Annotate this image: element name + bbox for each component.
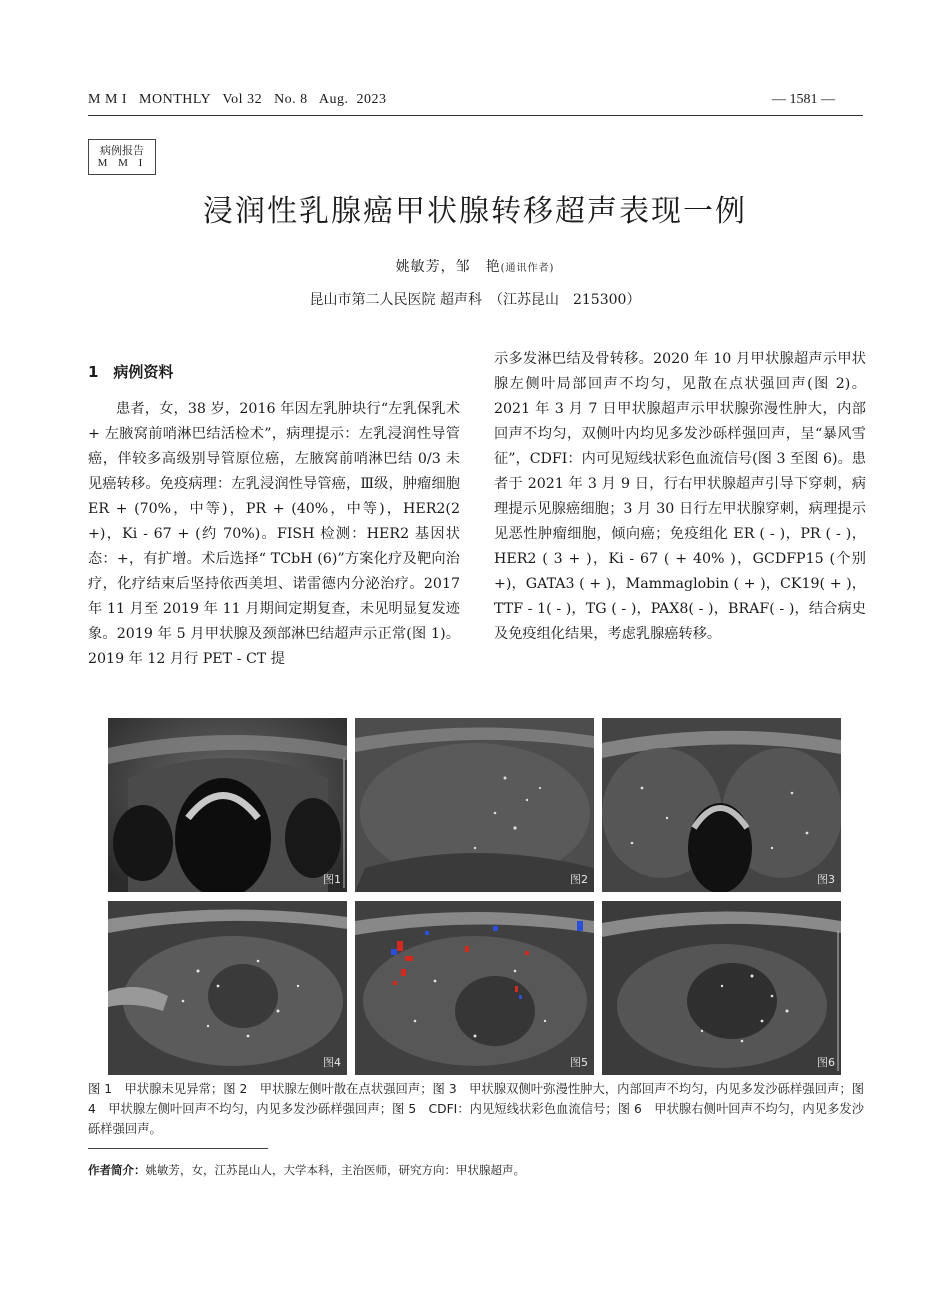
- figure-label-6: 图6: [817, 1056, 835, 1069]
- affiliation: 昆山市第二人民医院 超声科 （江苏昆山 215300）: [309, 292, 641, 308]
- figure-label-5: 图5: [570, 1056, 588, 1069]
- body-column-right: [494, 347, 866, 647]
- corresponding-note: (通讯作者): [500, 263, 555, 274]
- ultrasound-image-6: [602, 901, 841, 1075]
- ultrasound-image-2: [355, 718, 594, 892]
- section-heading: 1 病例资料: [88, 363, 174, 381]
- column-tag-sub: M M I: [97, 157, 147, 169]
- figure-label-3: 图3: [817, 873, 835, 886]
- article-title: 浸润性乳腺癌甲状腺转移超声表现一例: [203, 194, 747, 229]
- figure-label-2: 图2: [570, 873, 588, 886]
- ultrasound-figure-5: [355, 901, 594, 1075]
- figure-label-1: 图1: [323, 873, 341, 886]
- figure-grid: [108, 718, 842, 1075]
- column-tag-label: 病例报告: [100, 144, 144, 157]
- footnote-rule: [88, 1148, 268, 1149]
- author-names: 姚敏芳，邹 艳: [395, 259, 501, 275]
- ultrasound-figure-3: [602, 718, 841, 892]
- ultrasound-figure-2: [355, 718, 594, 892]
- ultrasound-image-1: [108, 718, 347, 892]
- footnote-text: 姚敏芳，女，江苏昆山人，大学本科，主治医师，研究方向：甲状腺超声。: [145, 1163, 525, 1177]
- doppler-image-5: [355, 901, 594, 1075]
- ultrasound-figure-4: [108, 901, 347, 1075]
- author-footnote: [88, 1162, 864, 1178]
- figure-caption: 图 1 甲状腺未见异常；图 2 甲状腺左侧叶散在点状强回声；图 3 甲状腺双侧叶弥漫性肿大，内部回声不均匀，内见多发沙砾样强回声；图 4 甲状腺左侧叶回声不均匀，内见多发沙砾样强回声；图 5 CDFI：内见短线状彩色血流信号；图 6 甲状腺右侧叶回声不均匀，内见多发沙砾样强回声。: [88, 1082, 864, 1136]
- journal-header: M M I MONTHLY Vol 32 No. 8 Aug. 2023: [88, 92, 387, 107]
- body-paragraph-right: 示多发淋巴结及骨转移。2020 年 10 月甲状腺超声示甲状腺左侧叶局部回声不均匀，见散在点状强回声(图 2)。2021 年 3 月 7 日甲状腺超声示甲状腺弥漫性肿大，内部回声不均匀，双侧叶内均见多发沙砾样强回声，呈“暴风雪征”，CDFI：内可见短线状彩色血流信号(图 3 至图 6)。患者于 2021 年 3 月 9 日，行右甲状腺超声引导下穿刺，病理提示见腺癌细胞；3 月 30 日行左甲状腺穿刺，病理提示见恶性肿瘤细胞，倾向癌；免疫组化 ER ( - )，PR ( - )，HER2 ( 3 + )，Ki - 67 ( + 40% )，GCDFP15 (个别 +)，GATA3 ( + )，Mammaglobin ( + )，CK19( + )，TTF - 1( - )，TG ( - )，PAX8( - )，BRAF( - )，结合病史及免疫组化结果，考虑乳腺癌转移。: [494, 351, 866, 642]
- footnote-label: 作者简介：: [88, 1163, 146, 1177]
- ultrasound-figure-6: [602, 901, 841, 1075]
- author-line: [0, 256, 950, 276]
- figure-label-4: 图4: [323, 1056, 341, 1069]
- ultrasound-image-3: [602, 718, 841, 892]
- body-column-left: [88, 397, 460, 672]
- body-paragraph-left: 患者，女，38 岁，2016 年因左乳肿块行“左乳保乳术 + 左腋窝前哨淋巴结活检术”，病理提示：左乳浸润性导管癌，伴较多高级别导管原位癌，左腋窝前哨淋巴结 0/3 未见癌转移。免疫病理：左乳浸润性导管癌，Ⅲ级，肿瘤细胞 ER + (70%，中等)，PR + (40%，中等)，HER2(2 +)，Ki - 67 + (约 70%)。FISH 检测：HER2 基因状态：+，有扩增。术后选择“ TCbH (6)”方案化疗及靶向治疗，化疗结束后坚持依西美坦、诺雷德内分泌治疗。2017 年 11 月至 2019 年 11 月期间定期复查，未见明显复发迹象。2019 年 5 月甲状腺及颈部淋巴结超声示正常(图 1)。2019 年 12 月行 PET - CT 提: [88, 401, 460, 667]
- page-number: — 1581 —: [772, 92, 835, 107]
- header-rule: [88, 115, 863, 116]
- column-tag: [88, 139, 156, 175]
- ultrasound-figure-1: [108, 718, 347, 892]
- ultrasound-image-4: [108, 901, 347, 1075]
